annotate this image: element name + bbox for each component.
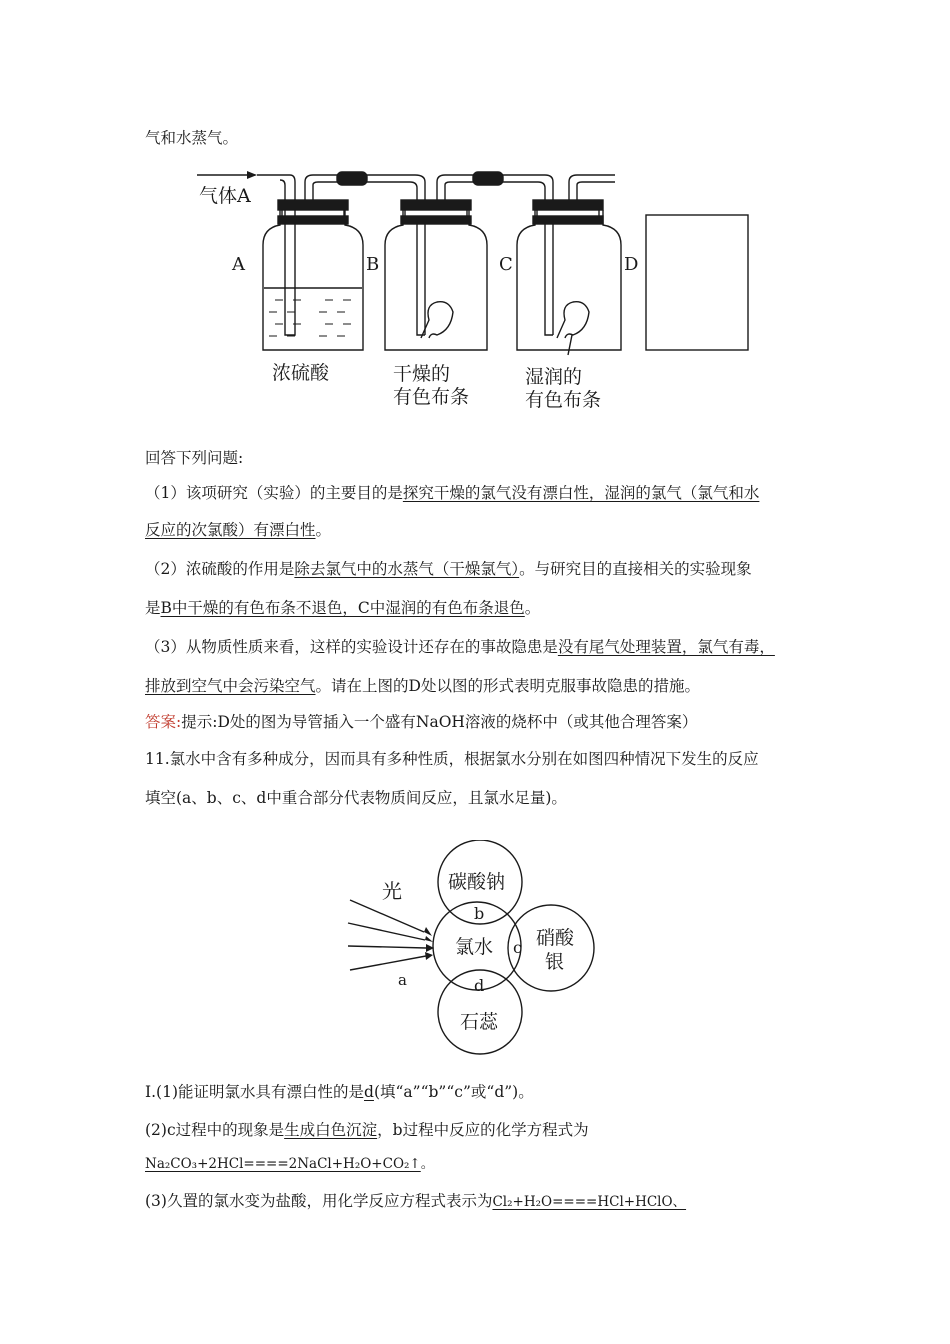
q3-answer-line2: 排放到空气中会污染空气: [145, 677, 316, 695]
answer-note: [145, 711, 697, 733]
qI-2: [145, 1119, 589, 1141]
gas-label: 气体A: [199, 185, 251, 207]
qI-2-equation: [145, 1153, 434, 1175]
bottle-letter-b: B: [366, 254, 380, 275]
venn-c: c: [513, 938, 522, 957]
intro-line: [145, 127, 238, 149]
box-letter-d: D: [624, 254, 639, 275]
q3-suffix: 。请在上图的D处以图的形式表明克服事故隐患的措施。: [315, 677, 700, 695]
qI-1: [145, 1081, 534, 1103]
q11-line1: 11.氯水中含有多种成分，因而具有多种性质，根据氯水分别在如图四种情况下发生的反应: [145, 750, 759, 768]
answer-label: 答案:: [145, 713, 182, 731]
venn-center: 氯水: [455, 936, 494, 958]
q3-answer-line1: 没有尾气处理装置，氯气有毒，: [557, 638, 775, 656]
prompt: 回答下列问题:: [145, 449, 244, 467]
q3-prefix: （3）从物质性质来看，这样的实验设计还存在的事故隐患是: [145, 638, 558, 656]
qI-2-prefix: (2)c过程中的现象是: [145, 1121, 285, 1139]
q2-prefix: （2）浓硫酸的作用是: [145, 560, 295, 578]
qI-1-suffix: (填“a”“b”“c”或“d”)。: [373, 1083, 534, 1101]
intro-text: 气和水蒸气。: [145, 129, 239, 147]
venn-top: 碳酸钠: [448, 871, 506, 893]
equation-b: Na₂CO₃+2HCl====2NaCl+H₂O+CO₂↑: [145, 1156, 421, 1172]
venn-right-line2: 银: [545, 951, 565, 973]
venn-diagram: [340, 840, 600, 1060]
q3-line1: [145, 636, 775, 658]
q1-line1: [145, 482, 759, 504]
q2-suffix: 。: [524, 599, 541, 617]
q1-answer-line1: 探究干燥的氯气没有漂白性，湿润的氯气（氯气和水: [402, 484, 760, 502]
venn-a: a: [398, 971, 407, 989]
bottle-letter-c: C: [499, 254, 513, 275]
q1-suffix: 。: [315, 521, 332, 539]
qI-2-answer: 生成白色沉淀: [284, 1121, 378, 1139]
venn-d: d: [474, 976, 485, 995]
qI-1-answer: d: [364, 1083, 374, 1101]
caption-b-line2: 有色布条: [393, 386, 470, 408]
qI-3-prefix: (3)久置的氯水变为盐酸，用化学反应方程式表示为: [145, 1192, 493, 1210]
q2-answer2: B中干燥的有色布条不退色，C中湿润的有色布条退色: [160, 599, 525, 617]
venn-right-line1: 硝酸: [536, 927, 575, 949]
caption-b-line1: 干燥的: [393, 363, 451, 385]
answer-text: 提示:D处的图为导管插入一个盛有NaOH溶液的烧杯中（或其他合理答案）: [181, 713, 698, 731]
q2-mid: 。与研究目的直接相关的实验现象: [519, 560, 752, 578]
venn-bottom: 石蕊: [460, 1011, 499, 1033]
qI-3-answer: Cl₂+H₂O====HCl+HClO、: [492, 1194, 687, 1210]
qI-2-suffix: ，b过程中反应的化学方程式为: [377, 1121, 589, 1139]
venn-light: 光: [382, 879, 402, 903]
venn-b: b: [474, 904, 485, 923]
q2-line2-prefix: 是: [145, 599, 161, 617]
caption-a: 浓硫酸: [272, 362, 330, 384]
q1-line2: [145, 519, 331, 541]
apparatus-diagram: [185, 160, 775, 420]
q1-answer-line2: 反应的次氯酸）有漂白性: [145, 521, 316, 539]
q3-line2: [145, 675, 700, 697]
qI-3: [145, 1190, 686, 1213]
bottle-letter-a: A: [232, 254, 245, 275]
caption-c-line2: 有色布条: [525, 389, 602, 411]
q11-line2: 填空(a、b、c、d中重合部分代表物质间反应，且氯水足量)。: [145, 789, 567, 807]
q2-answer1: 除去氯气中的水蒸气（干燥氯气）: [294, 560, 520, 578]
q2-line2: [145, 597, 540, 619]
qI-1-prefix: Ⅰ.(1)能证明氯水具有漂白性的是: [145, 1083, 365, 1101]
q2-line1: [145, 558, 752, 580]
q1-prefix: （1）该项研究（实验）的主要目的是: [145, 484, 403, 502]
caption-c-line1: 湿润的: [525, 366, 583, 388]
equation-b-suffix: 。: [420, 1156, 435, 1172]
